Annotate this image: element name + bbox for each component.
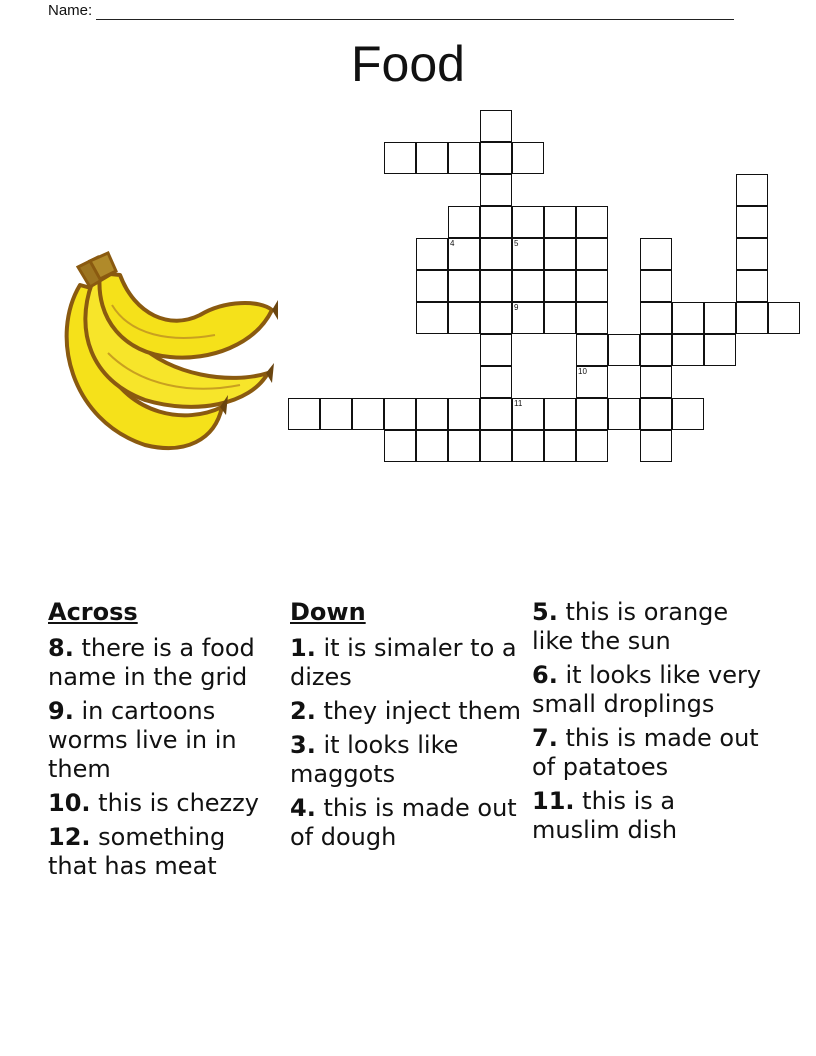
grid-cell[interactable] (480, 302, 512, 334)
down-clues-continued (532, 598, 764, 850)
clue-item-text: it looks like very small droplings (532, 661, 762, 718)
grid-cell[interactable] (416, 142, 448, 174)
grid-cell[interactable] (640, 430, 672, 462)
clue-item-number: 8. (48, 634, 74, 662)
grid-cell[interactable] (480, 238, 512, 270)
clue-item-text: they inject them (323, 697, 521, 725)
grid-cell[interactable] (480, 110, 512, 142)
grid-cell[interactable] (576, 430, 608, 462)
grid-cell[interactable] (640, 334, 672, 366)
grid-cell[interactable] (480, 366, 512, 398)
clue-item-number: 6. (532, 661, 558, 689)
clue-item (48, 823, 280, 881)
grid-cell[interactable] (512, 302, 544, 334)
grid-cell[interactable] (480, 334, 512, 366)
grid-cell[interactable] (576, 206, 608, 238)
clue-item-text: there is a food name in the grid (48, 634, 255, 691)
grid-cell[interactable] (672, 398, 704, 430)
clue-item-text: in cartoons worms live in in them (48, 697, 237, 783)
grid-cell[interactable] (512, 238, 544, 270)
grid-cell[interactable] (544, 430, 576, 462)
clue-item-text: this is chezzy (98, 789, 259, 817)
clue-item (290, 731, 522, 789)
grid-cell[interactable] (320, 398, 352, 430)
clue-item-text: this is a muslim dish (532, 787, 678, 844)
grid-cell[interactable] (512, 430, 544, 462)
grid-cell[interactable] (448, 270, 480, 302)
clue-item-number: 12. (48, 823, 91, 851)
clue-item (532, 598, 764, 656)
grid-cell[interactable] (480, 174, 512, 206)
grid-cell[interactable] (576, 238, 608, 270)
grid-cell[interactable] (416, 430, 448, 462)
grid-cell[interactable] (544, 302, 576, 334)
grid-cell[interactable] (608, 398, 640, 430)
grid-cell[interactable] (512, 206, 544, 238)
clue-number: 10 (578, 367, 587, 376)
clue-item-number: 1. (290, 634, 316, 662)
clue-item (532, 787, 764, 845)
grid-cell[interactable] (544, 238, 576, 270)
grid-cell[interactable] (416, 270, 448, 302)
grid-cell[interactable] (608, 334, 640, 366)
grid-cell[interactable] (448, 430, 480, 462)
grid-cell[interactable] (704, 334, 736, 366)
grid-cell[interactable] (640, 398, 672, 430)
down-heading: Down (290, 598, 366, 626)
clue-item-text: it is simaler to a dizes (290, 634, 517, 691)
clue-item-text: this is made out of patatoes (532, 724, 759, 781)
grid-cell[interactable] (576, 334, 608, 366)
clue-number: 5 (514, 239, 519, 248)
grid-cell[interactable] (480, 206, 512, 238)
clue-item (48, 697, 280, 784)
grid-cell[interactable] (544, 398, 576, 430)
clue-item-text: this is made out of dough (290, 794, 517, 851)
clue-item (290, 634, 522, 692)
grid-cell[interactable] (640, 270, 672, 302)
grid-cell[interactable] (736, 302, 768, 334)
grid-cell[interactable] (576, 366, 608, 398)
grid-cell[interactable] (384, 398, 416, 430)
grid-cell[interactable] (480, 430, 512, 462)
grid-cell[interactable] (448, 238, 480, 270)
across-heading: Across (48, 598, 138, 626)
grid-cell[interactable] (576, 302, 608, 334)
grid-cell[interactable] (480, 142, 512, 174)
clue-item-number: 7. (532, 724, 558, 752)
grid-cell[interactable] (736, 206, 768, 238)
grid-cell[interactable] (384, 430, 416, 462)
clue-item (290, 794, 522, 852)
grid-cell[interactable] (416, 302, 448, 334)
clue-item-number: 5. (532, 598, 558, 626)
clue-item (48, 789, 280, 818)
clue-item (290, 697, 522, 726)
grid-cell[interactable] (672, 302, 704, 334)
clue-item-number: 9. (48, 697, 74, 725)
grid-cell[interactable] (384, 142, 416, 174)
clue-item (532, 661, 764, 719)
clue-number: 11 (514, 399, 523, 408)
clue-item-text: something that has meat (48, 823, 226, 880)
name-label: Name: (48, 2, 93, 19)
grid-cell[interactable] (448, 302, 480, 334)
grid-cell[interactable] (736, 174, 768, 206)
grid-cell[interactable] (736, 270, 768, 302)
grid-cell[interactable] (544, 206, 576, 238)
grid-cell[interactable] (416, 238, 448, 270)
grid-cell[interactable] (448, 142, 480, 174)
clue-item-number: 4. (290, 794, 316, 822)
page-title: Food (351, 36, 465, 92)
grid-cell[interactable] (704, 302, 736, 334)
grid-cell[interactable] (352, 398, 384, 430)
grid-cell[interactable] (640, 238, 672, 270)
grid-cell[interactable] (480, 398, 512, 430)
grid-cell[interactable] (544, 270, 576, 302)
grid-cell[interactable] (512, 398, 544, 430)
clue-number: 9 (514, 303, 519, 312)
clue-item-number: 10. (48, 789, 91, 817)
down-clues (290, 598, 522, 857)
clue-item (532, 724, 764, 782)
grid-cell[interactable] (640, 302, 672, 334)
grid-cell[interactable] (672, 334, 704, 366)
grid-cell[interactable] (736, 238, 768, 270)
grid-cell[interactable] (416, 398, 448, 430)
clue-item (48, 634, 280, 692)
grid-cell[interactable] (768, 302, 800, 334)
grid-cell[interactable] (640, 366, 672, 398)
clue-number: 4 (450, 239, 455, 248)
grid-cell[interactable] (480, 270, 512, 302)
grid-cell[interactable] (576, 270, 608, 302)
clue-item-text: it looks like maggots (290, 731, 459, 788)
grid-cell[interactable] (512, 142, 544, 174)
grid-cell[interactable] (288, 398, 320, 430)
grid-cell[interactable] (448, 206, 480, 238)
clue-item-number: 2. (290, 697, 316, 725)
grid-cell[interactable] (448, 398, 480, 430)
grid-cell[interactable] (512, 270, 544, 302)
clue-item-number: 3. (290, 731, 316, 759)
clue-item-text: this is orange like the sun (532, 598, 729, 655)
clue-item-number: 11. (532, 787, 575, 815)
across-clues (48, 598, 280, 886)
grid-cell[interactable] (576, 398, 608, 430)
